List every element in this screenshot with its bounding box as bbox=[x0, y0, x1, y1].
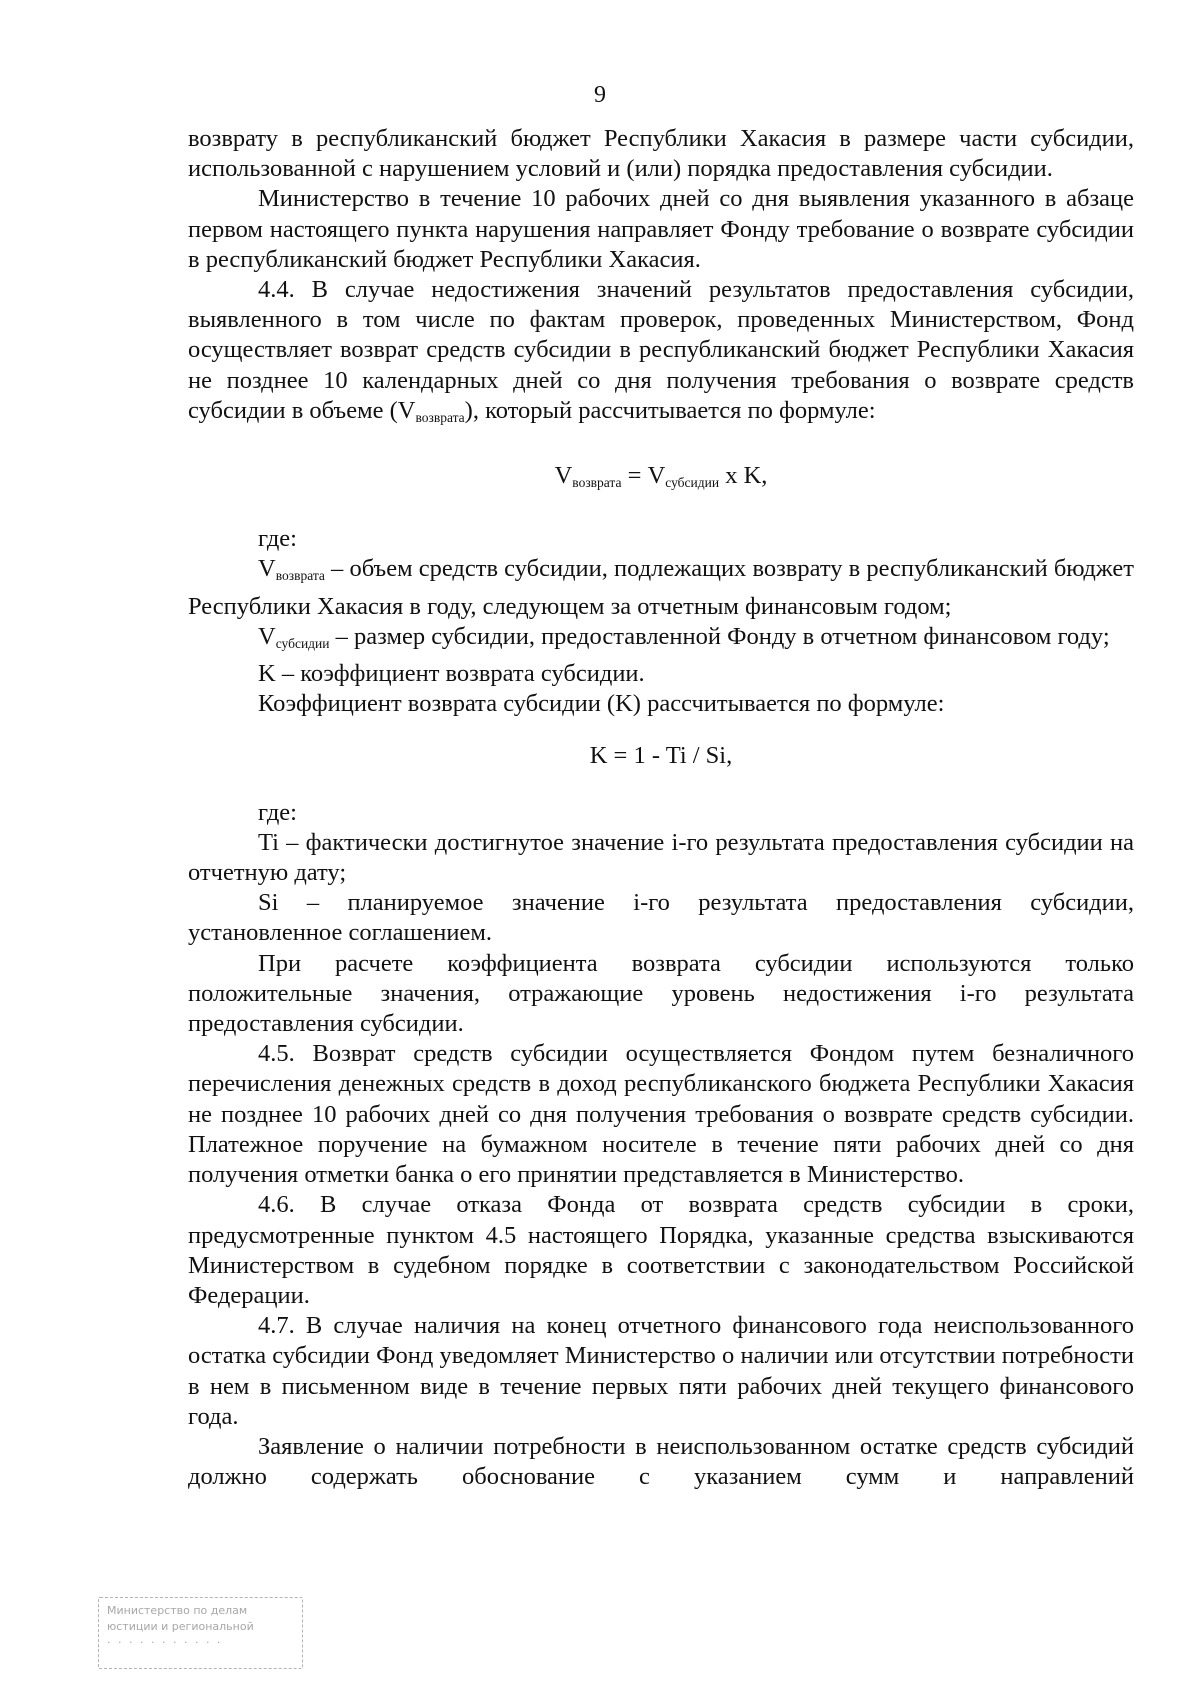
paragraph-4-7: 4.7. В случае наличия на конец отчетного финансового года неиспользованного остатка субсидии Фонд уведомляет Министерство о наличии или отсутствии потребности в нем в письменном виде в течение первых пяти рабочих дней текущего финансового года. bbox=[188, 1312, 1134, 1430]
definition-v-vozvrata bbox=[188, 554, 1134, 621]
def-v-subsidii-sub: субсидии bbox=[275, 635, 330, 651]
paragraph-4-5: 4.5. Возврат средств субсидии осуществляется Фондом путем безналичного перечисления денежных средств в доход республиканского бюджета Республики Хакасия не позднее 10 рабочих дней со дня получения требования о возврате средств субсидии. Платежное поручение на бумажном носителе в течение пяти рабочих дней со дня получения отметки банка о его принятии представляется в Министерство. bbox=[188, 1040, 1134, 1189]
def-v-subsidii-symbol: V bbox=[258, 622, 276, 650]
page-number: 9 bbox=[594, 82, 606, 108]
paragraph-4-6: 4.6. В случае отказа Фонда от возврата средств субсидии в сроки, предусмотренные пунктом 4.5 настоящего Порядка, указанные средства взыскиваются Министерством в судебном порядке в соответствии с законодательством Российской Федерации. bbox=[188, 1191, 1134, 1309]
def-v-subsidii-text: – размер субсидии, предоставленной Фонду в отчетном финансовом году; bbox=[329, 622, 1110, 650]
document-body bbox=[188, 124, 1134, 1492]
paragraph-continuation: возврату в республиканский бюджет Республики Хакасия в размере части субсидии, использованной с нарушением условий и (или) порядка предоставления субсидии. bbox=[188, 125, 1134, 183]
formula-rest: x K, bbox=[719, 462, 768, 490]
paragraph-4-4-text: 4.4. В случае недостижения значений результатов предоставления субсидии, выявленного в том числе по фактам проверок, проведенных Министерством, Фонд осуществляет возврат средств субсидии в республиканский бюджет Республики Хакасия не позднее 10 календарных дней со дня получения требования о возврате средств субсидии в объеме (V bbox=[188, 276, 1134, 424]
stamp-line-2: юстиции и региональной bbox=[107, 1620, 254, 1633]
def-v-vozvrata-symbol: V bbox=[258, 555, 276, 583]
formula-eq: = V bbox=[621, 462, 666, 490]
where-label-1: где: bbox=[258, 525, 297, 553]
definition-si: Si – планируемое значение i-го результата предоставления субсидии, установленное соглашением. bbox=[188, 889, 1134, 947]
formula-k: K = 1 - Ti / Si, bbox=[589, 742, 733, 770]
def-v-vozvrata-text: – объем средств субсидии, подлежащих возврату в республиканский бюджет Республики Хакасия в году, следующем за отчетным финансовым годом; bbox=[188, 555, 1134, 620]
stamp-line-1: Министерство по делам bbox=[107, 1604, 248, 1617]
definition-ti: Ti – фактически достигнутое значение i-го результата предоставления субсидии на отчетную дату; bbox=[188, 828, 1134, 887]
definition-v-subsidii bbox=[188, 622, 1134, 659]
paragraph-calculation-note: При расчете коэффициента возврата субсидии используются только положительные значения, отражающие уровень недостижения i-го результата предоставления субсидии. bbox=[188, 949, 1134, 1038]
paragraph-ministry-notice: Министерство в течение 10 рабочих дней со дня выявления указанного в абзаце первом настоящего пункта нарушения направляет Фонду требование о возврате субсидии в республиканский бюджет Республики Хакасия. bbox=[188, 185, 1134, 273]
formula-v1-sub: возврата bbox=[572, 475, 622, 491]
formula-v2-sub: субсидии bbox=[665, 475, 720, 491]
paragraph-application: Заявление о наличии потребности в неиспользованном остатке средств субсидий должно содержать обоснование с указанием сумм и направлений bbox=[188, 1432, 1134, 1491]
where-label-2: где: bbox=[258, 798, 297, 826]
stamp-line-3: · · · · · · · · · · · bbox=[107, 1636, 223, 1649]
paragraph-4-4-tail: ), который рассчитывается по формуле: bbox=[464, 396, 876, 424]
def-v-vozvrata-sub: возврата bbox=[275, 568, 325, 584]
formula-v1: V bbox=[554, 462, 573, 490]
formula-v-vozvrata bbox=[188, 461, 1134, 498]
k-formula-intro: Коэффициент возврата субсидии (K) рассчитывается по формуле: bbox=[258, 690, 945, 718]
registration-stamp bbox=[98, 1597, 303, 1669]
subscript-vozvrata: возврата bbox=[415, 409, 465, 425]
paragraph-4-4 bbox=[188, 275, 1134, 433]
definition-k: K – коэффициент возврата субсидии. bbox=[258, 660, 645, 688]
